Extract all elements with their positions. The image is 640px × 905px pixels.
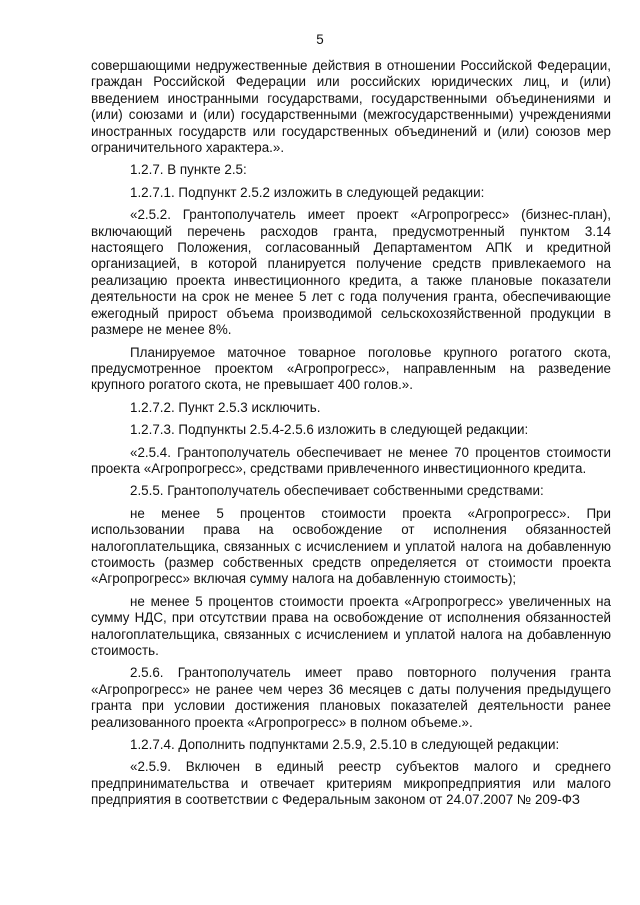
- paragraph: совершающими недружественные действия в отношении Российской Федерации, граждан Российской Федерации или российских юридических лиц, и (или) введением иностранными государствами, государственными объединениями и (или) союзами и (или) государственными (межгосударственными) учреждениями иностранных государств или государственных объединений и (или) союзов мер ограничительного характера.».: [91, 58, 611, 156]
- paragraph: 1.2.7.1. Подпункт 2.5.2 изложить в следующей редакции:: [130, 184, 485, 200]
- paragraph: 1.2.7.2. Пункт 2.5.3 исключить.: [130, 399, 321, 415]
- paragraph: «2.5.2. Грантополучатель имеет проект «Агропрогресс» (бизнес-план), включающий перечень расходов гранта, предусмотренный пунктом 3.14 настоящего Положения, согласованный Департаментом АПК и кредитной организацией, в которой планируется получение средств привлекаемого на реализацию проекта инвестиционного кредита, а также плановые показатели деятельности на срок не менее 5 лет с года получения гранта, обеспечивающие ежегодный прирост объема производимой сельскохозяйственной продукции в размере не менее 8%.: [91, 207, 611, 338]
- page-number: 5: [316, 32, 324, 47]
- paragraph: «2.5.4. Грантополучатель обеспечивает не менее 70 процентов стоимости проекта «Агропрогресс», средствами привлеченного инвестиционного кредита.: [91, 444, 611, 476]
- paragraph: не менее 5 процентов стоимости проекта «Агропрогресс». При использовании права на освобождение от исполнения обязанностей налогоплательщика, связанных с исчислением и уплатой налога на добавленную стоимость (размер собственных средств определяется от стоимости проекта «Агропрогресс» включая сумму налога на добавленную стоимость);: [91, 505, 611, 587]
- document-body: [91, 58, 611, 815]
- paragraph: 2.5.6. Грантополучатель имеет право повторного получения гранта «Агропрогресс» не ранее чем через 36 месяцев с даты получения предыдущего гранта при условии достижения плановых показателей деятельности ранее реализованного проекта «Агропрогресс» в полном объеме.».: [91, 665, 611, 730]
- paragraph: 1.2.7.4. Дополнить подпунктами 2.5.9, 2.5.10 в следующей редакции:: [130, 737, 560, 753]
- paragraph: 1.2.7.3. Подпункты 2.5.4-2.5.6 изложить в следующей редакции:: [130, 422, 529, 438]
- paragraph: 1.2.7. В пункте 2.5:: [130, 162, 247, 178]
- paragraph: 2.5.5. Грантополучатель обеспечивает собственными средствами:: [130, 483, 544, 499]
- paragraph: «2.5.9. Включен в единый реестр субъектов малого и среднего предпринимательства и отвечает критериям микропредприятия или малого предприятия в соответствии с Федеральным законом от 24.07.2007 № 209-ФЗ: [91, 759, 611, 808]
- paragraph: Планируемое маточное товарное поголовье крупного рогатого скота, предусмотренное проектом «Агропрогресс», направленным на разведение крупного рогатого скота, не превышает 400 голов.».: [91, 344, 611, 393]
- paragraph: не менее 5 процентов стоимости проекта «Агропрогресс» увеличенных на сумму НДС, при отсутствии права на освобождение от исполнения обязанностей налогоплательщика, связанных с исчислением и уплатой налога на добавленную стоимость.: [91, 593, 611, 658]
